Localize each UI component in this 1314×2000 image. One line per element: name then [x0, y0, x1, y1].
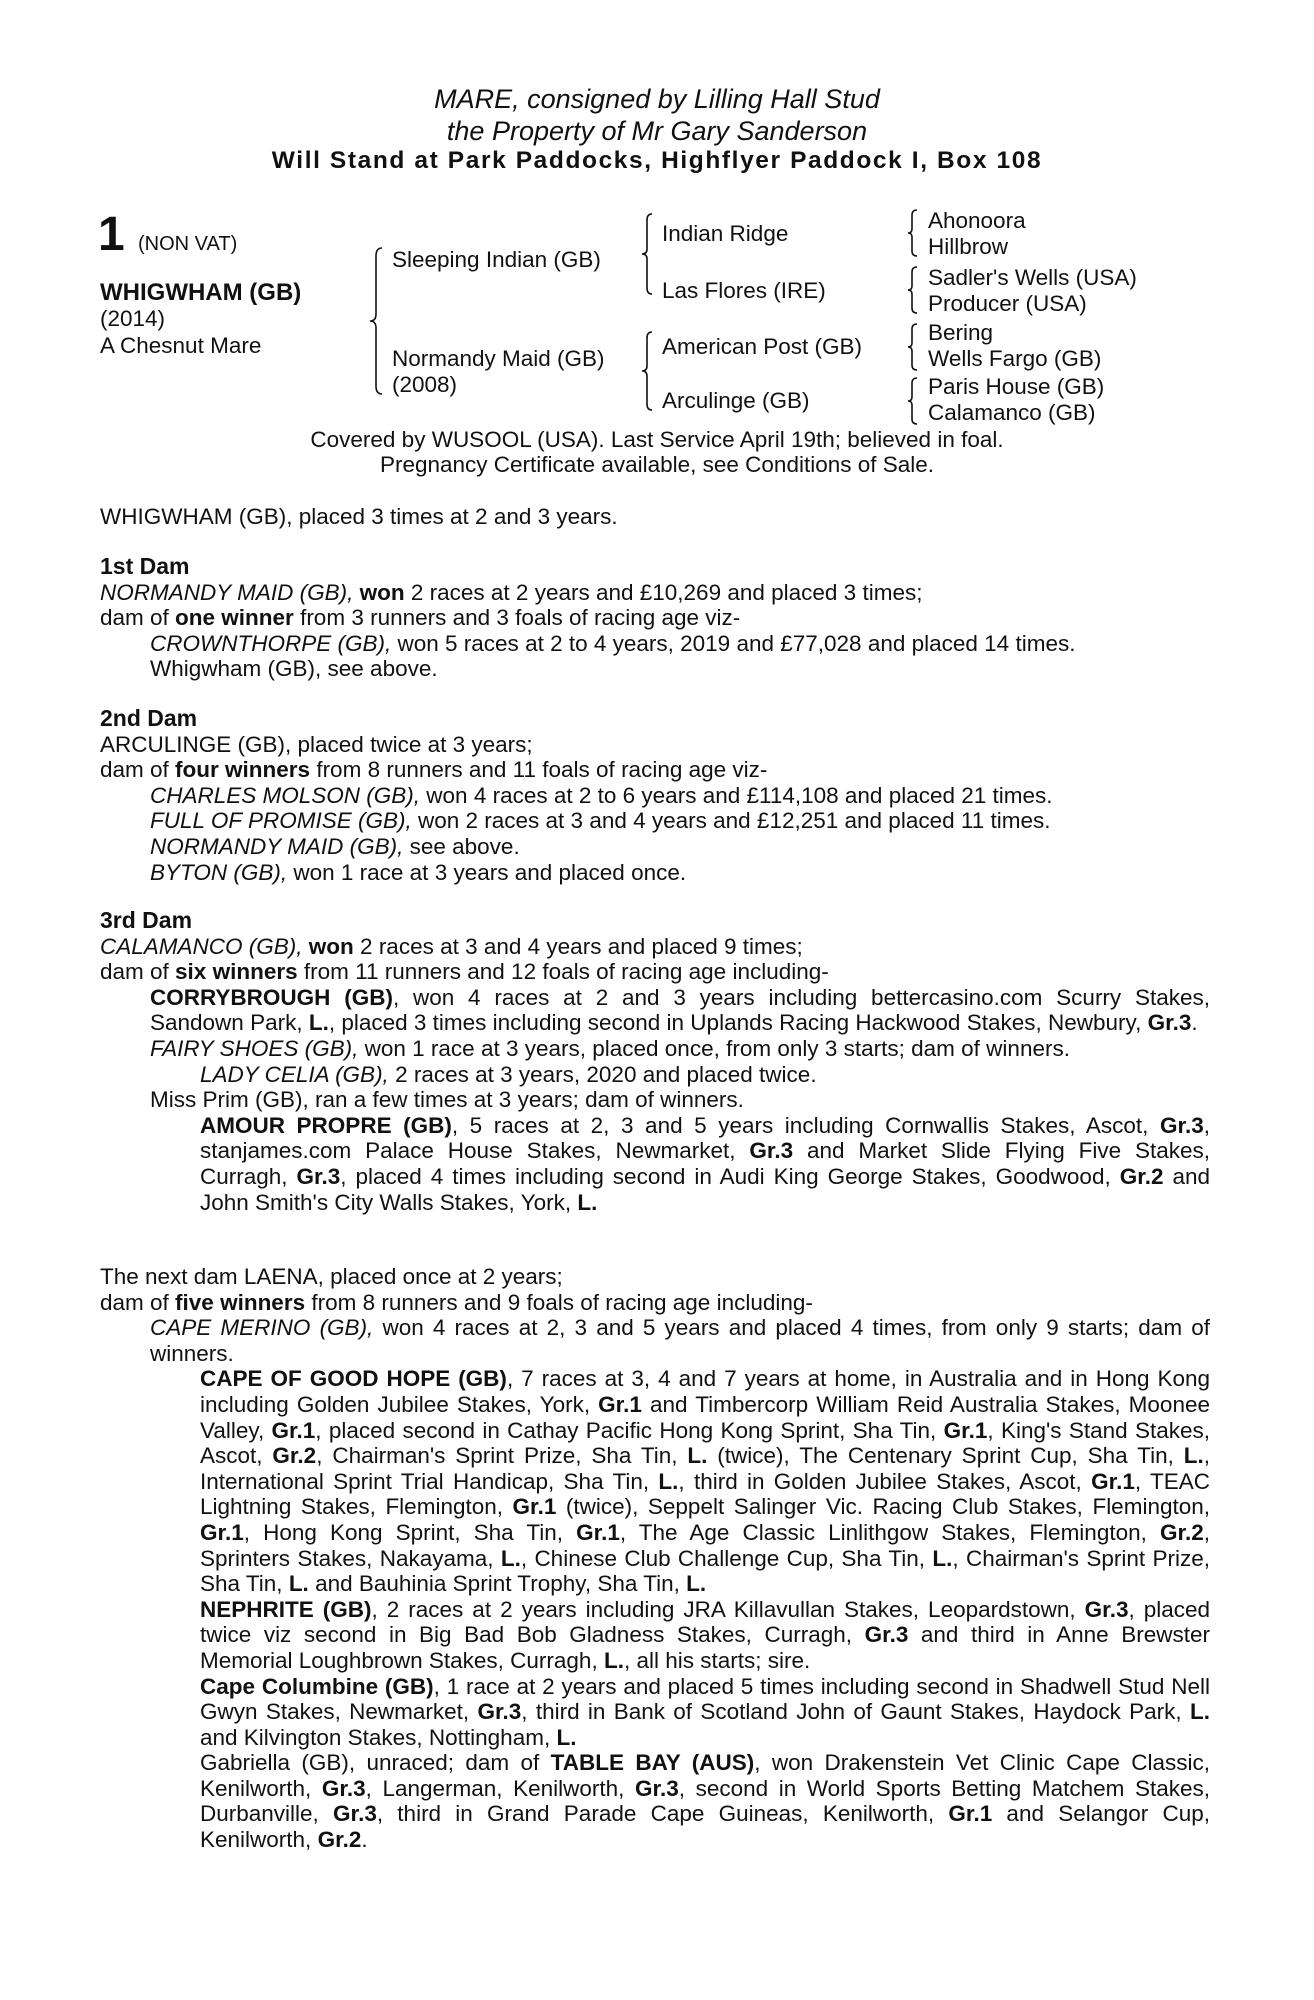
produce-entry: Gabriella (GB), unraced; dam of TABLE BAY (AUS), won Drakenstein Vet Clinic Cape Classic, Kenilworth, Gr.3, Langerman, Kenilworth, Gr.3, second in World Sports Betting Matchem Stakes, Durbanville, Gr.3, third in Grand Parade Cape Guineas, Kenilworth, Gr.1 and Selangor Cup, Kenilworth, Gr.2.: [200, 1750, 1211, 1853]
produce-entry: CAPE OF GOOD HOPE (GB), 7 races at 3, 4 and 7 years at home, in Australia and in Hong Kong including Golden Jubilee Stakes, York, Gr.1 and Timbercorp William Reid Australia Stakes, Moonee Valley, Gr.1, placed second in Cathay Pacific Hong Kong Sprint, Sha Tin, Gr.1, King's Stand Stakes, Ascot, Gr.2, Chairman's Sprint Prize, Sha Tin, L. (twice), The Centenary Sprint Cup, Sha Tin, L., International Sprint Trial Handicap, Sha Tin, L., third in Golden Jubilee Stakes, Ascot, Gr.1, TEAC Lightning Stakes, Flemington, Gr.1 (twice), Seppelt Salinger Vic. Racing Club Stakes, Flemington, Gr.1, Hong Kong Sprint, Sha Tin, Gr.1, The Age Classic Linlithgow Stakes, Flemington, Gr.2, Sprinters Stakes, Nakayama, L., Chinese Club Challenge Cup, Sha Tin, L., Chairman's Sprint Prize, Sha Tin, L. and Bauhinia Sprint Trophy, Sha Tin, L.: [200, 1366, 1211, 1597]
second-dam-line: ARCULINGE (GB), placed twice at 3 years;: [100, 731, 533, 757]
produce-entry: NORMANDY MAID (GB), see above.: [150, 833, 520, 859]
second-dam-heading: 2nd Dam: [100, 705, 198, 731]
third-dam-line: CALAMANCO (GB), won 2 races at 3 and 4 years and placed 9 times;: [100, 933, 803, 959]
pregnancy-line: Pregnancy Certificate available, see Conditions of Sale.: [379, 452, 935, 477]
pedigree-g3: Sadler's Wells (USA): [928, 265, 1137, 290]
produce-entry: CAPE MERINO (GB), won 4 races at 2, 3 and 5 years and placed 4 times, from only 9 starts; dam of winners.: [150, 1315, 1210, 1366]
produce-entry: BYTON (GB), won 1 race at 3 years and placed once.: [150, 859, 687, 885]
produce-entry: CORRYBROUGH (GB), won 4 races at 2 and 3 years including bettercasino.com Scurry Stakes, Sandown Park, L., placed 3 times including second in Uplands Racing Hackwood Stakes, Newbury, Gr.3.: [150, 984, 1210, 1036]
pedigree-dam-dam: Arculinge (GB): [662, 388, 810, 413]
pedigree-g2: Hillbrow: [928, 234, 1009, 259]
fourth-dam-produce-summary: dam of five winners from 8 runners and 9 foals of racing age including-: [100, 1289, 813, 1315]
pedigree-dam-sire: American Post (GB): [662, 334, 863, 359]
fourth-dam-line: The next dam LAENA, placed once at 2 years;: [100, 1264, 563, 1289]
produce-entry: LADY CELIA (GB), 2 races at 3 years, 2020 and placed twice.: [200, 1061, 817, 1087]
horse-summary: WHIGWHAM (GB), placed 3 times at 2 and 3 years.: [100, 504, 618, 529]
pedigree-g1: Ahonoora: [928, 208, 1026, 233]
horse-year: (2014): [100, 306, 166, 331]
third-dam-produce-summary: dam of six winners from 11 runners and 12 foals of racing age including-: [100, 959, 829, 985]
pedigree-brace-g1: [906, 208, 920, 258]
second-dam-produce-summary: dam of four winners from 8 runners and 11 foals of racing age viz-: [100, 757, 768, 783]
first-dam-line: NORMANDY MAID (GB), won 2 races at 2 years and £10,269 and placed 3 times;: [100, 579, 923, 605]
produce-entry: FULL OF PROMISE (GB), won 2 races at 3 and 4 years and £12,251 and placed 11 times.: [150, 808, 1051, 834]
fourth-dam-section: [100, 1264, 1210, 1853]
pedigree-sire-sire: Indian Ridge: [662, 221, 789, 246]
produce-entry: Cape Columbine (GB), 1 race at 2 years and placed 5 times including second in Shadwell Stud Nell Gwyn Stakes, Newmarket, Gr.3, third in Bank of Scotland John of Gaunt Stakes, Haydock Park, L. and Kilvington Stakes, Nottingham, L.: [200, 1673, 1210, 1750]
location-line: Will Stand at Park Paddocks, Highflyer Paddock I, Box 108: [271, 147, 1043, 174]
pedigree-g6: Wells Fargo (GB): [928, 346, 1102, 371]
produce-entry: CHARLES MOLSON (GB), won 4 races at 2 to 6 years and £114,108 and placed 21 times.: [150, 782, 1053, 808]
pedigree-brace-g3: [906, 322, 920, 372]
lot-number: 1: [98, 208, 125, 261]
horse-description: A Chesnut Mare: [100, 333, 262, 358]
pedigree-sire: Sleeping Indian (GB): [392, 247, 601, 272]
pedigree-dam: Normandy Maid (GB): [392, 346, 605, 371]
covered-line: Covered by WUSOOL (USA). Last Service April 19th; believed in foal.: [310, 427, 1004, 452]
consignor-line: MARE, consigned by Lilling Hall Stud: [434, 84, 880, 114]
pedigree-g5: Bering: [928, 320, 994, 345]
horse-name: WHIGWHAM (GB): [100, 279, 302, 306]
pedigree-dam-year: (2008): [392, 372, 458, 397]
pedigree-brace-dam: [640, 330, 656, 412]
produce-entry: CROWNTHORPE (GB), won 5 races at 2 to 4 years, 2019 and £77,028 and placed 14 times.: [150, 630, 1076, 656]
pedigree-g4: Producer (USA): [928, 291, 1087, 316]
produce-entry: FAIRY SHOES (GB), won 1 race at 3 years, placed once, from only 3 starts; dam of winners.: [150, 1035, 1070, 1061]
produce-entry: Miss Prim (GB), ran a few times at 3 years; dam of winners.: [150, 1087, 744, 1113]
pedigree-sire-dam: Las Flores (IRE): [662, 278, 826, 303]
pedigree-g7: Paris House (GB): [928, 374, 1105, 399]
pedigree-brace-g2: [906, 265, 920, 315]
produce-entry: NEPHRITE (GB), 2 races at 2 years including JRA Killavullan Stakes, Leopardstown, Gr.3, placed twice viz second in Big Bad Bob Gladness Stakes, Curragh, Gr.3 and third in Anne Brewster Memorial Loughbrown Stakes, Curragh, L., all his starts; sire.: [200, 1596, 1211, 1673]
first-dam-heading: 1st Dam: [100, 553, 190, 579]
property-line: the Property of Mr Gary Sanderson: [446, 116, 868, 146]
third-dam-section: [100, 908, 1210, 1215]
pedigree-brace-g4: [906, 376, 920, 426]
pedigree-g8: Calamanco (GB): [928, 400, 1096, 425]
pedigree-brace-sire: [640, 212, 656, 296]
first-dam-produce-summary: dam of one winner from 3 runners and 3 foals of racing age viz-: [100, 605, 741, 631]
pedigree-brace-main: [368, 246, 388, 396]
first-dam-name: NORMANDY MAID (GB),: [100, 579, 354, 605]
second-dam-section: [100, 706, 1210, 885]
first-dam-section: [100, 554, 1210, 682]
vat-status: (NON VAT): [138, 233, 238, 255]
produce-entry: AMOUR PROPRE (GB), 5 races at 2, 3 and 5 years including Cornwallis Stakes, Ascot, Gr.3, stanjames.com Palace House Stakes, Newmarket, Gr.3 and Market Slide Flying Five Stakes, Curragh, Gr.3, placed 4 times including second in Audi King George Stakes, Goodwood, Gr.2 and John Smith's City Walls Stakes, York, L.: [200, 1112, 1211, 1215]
third-dam-heading: 3rd Dam: [100, 907, 193, 933]
produce-entry: Whigwham (GB), see above.: [150, 656, 438, 682]
